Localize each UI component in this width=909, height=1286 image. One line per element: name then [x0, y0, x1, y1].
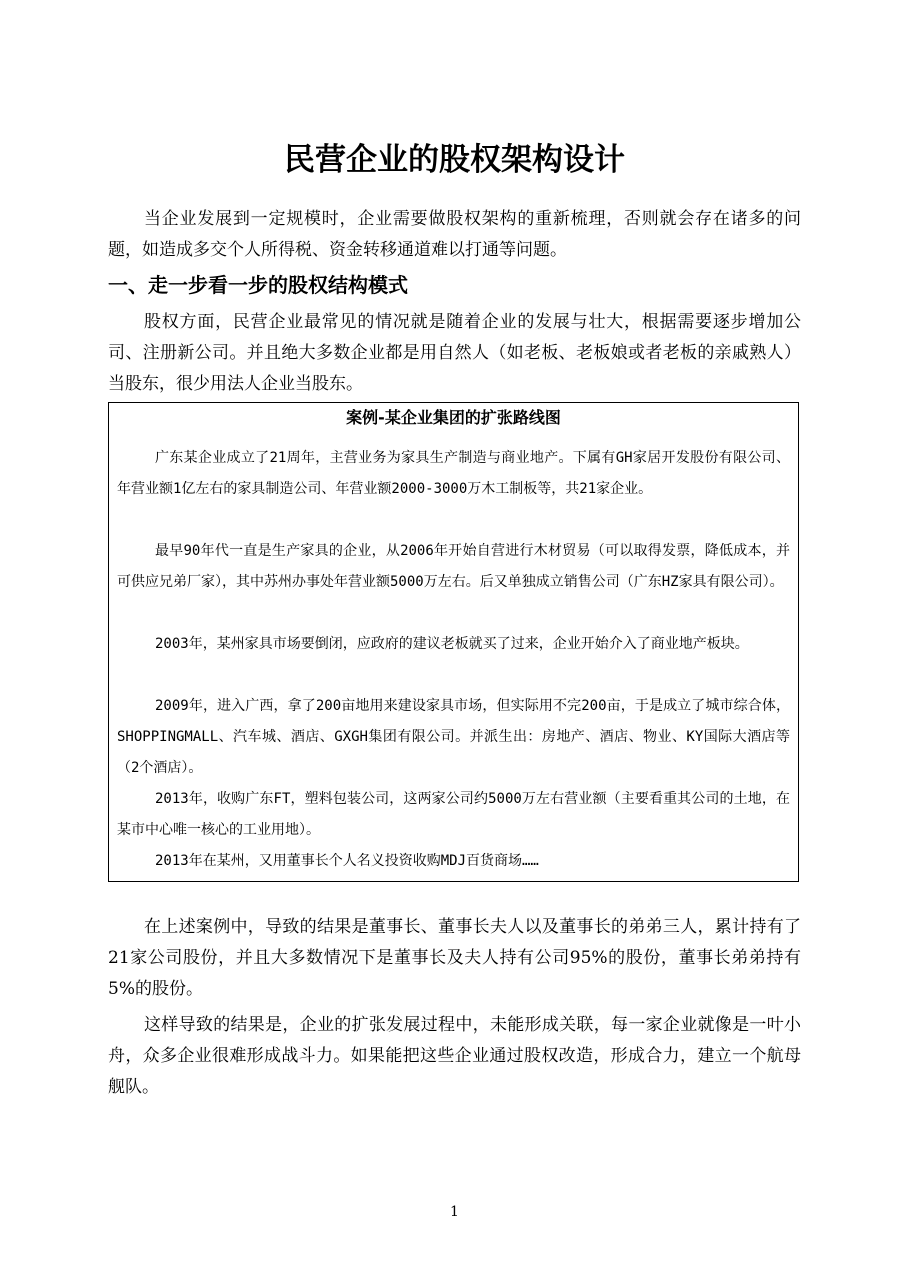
case-paragraph-2: 最早90年代一直是生产家具的企业，从2006年开始自营进行木材贸易（可以取得发票，降低成本，并可供应兄弟厂家），其中苏州办事处年营业额5000万左右。后又单独成立销售公司（广东HZ家具有限公司）。: [117, 543, 790, 590]
after-case-paragraph-2: 这样导致的结果是，企业的扩张发展过程中，未能形成关联，每一家企业就像是一叶小舟，众多企业很难形成战斗力。如果能把这些企业通过股权改造，形成合力，建立一个航母舰队。: [108, 1015, 801, 1097]
case-box: [108, 402, 799, 882]
case-title: 案例-某企业集团的扩张路线图: [346, 408, 561, 427]
section-heading-1: 一、走一步看一步的股权结构模式: [108, 273, 408, 297]
case-paragraph-5: 2013年，收购广东FT，塑料包装公司，这两家公司约5000万左右营业额（主要看重其公司的土地，在某市中心唯一核心的工业用地）。: [117, 791, 790, 838]
case-paragraph-1: 广东某企业成立了21周年，主营业务为家具生产制造与商业地产。下属有GH家居开发股份有限公司、年营业额1亿左右的家具制造公司、年营业额2000-3000万木工制板等，共21家企业。: [117, 450, 790, 497]
page-title: 民营企业的股权架构设计: [284, 142, 625, 178]
intro-paragraph: 当企业发展到一定规模时，企业需要做股权架构的重新梳理，否则就会存在诸多的问题，如造成多交个人所得税、资金转移通道难以打通等问题。: [108, 209, 801, 260]
case-paragraph-3: 2003年，某州家具市场要倒闭，应政府的建议老板就买了过来，企业开始介入了商业地产板块。: [155, 636, 749, 652]
section-1-paragraph: 股权方面，民营企业最常见的情况就是随着企业的发展与壮大，根据需要逐步增加公司、注册新公司。并且绝大多数企业都是用自然人（如老板、老板娘或者老板的亲戚熟人）当股东，很少用法人企业当股东。: [108, 312, 801, 394]
page-number: 1: [450, 1204, 459, 1220]
case-paragraph-6: 2013年在某州，又用董事长个人名义投资收购MDJ百货商场……: [155, 853, 539, 869]
case-paragraph-4: 2009年，进入广西，拿了200亩地用来建设家具市场，但实际用不完200亩，于是成立了城市综合体，SHOPPINGMALL、汽车城、酒店、GXGH集团有限公司。并派生出：房地产、酒店、物业、KY国际大酒店等（2个酒店）。: [117, 698, 790, 776]
after-case-paragraph-1: 在上述案例中，导致的结果是董事长、董事长夫人以及董事长的弟弟三人，累计持有了21家公司股份，并且大多数情况下是董事长及夫人持有公司95%的股份，董事长弟弟持有5%的股份。: [108, 917, 801, 999]
